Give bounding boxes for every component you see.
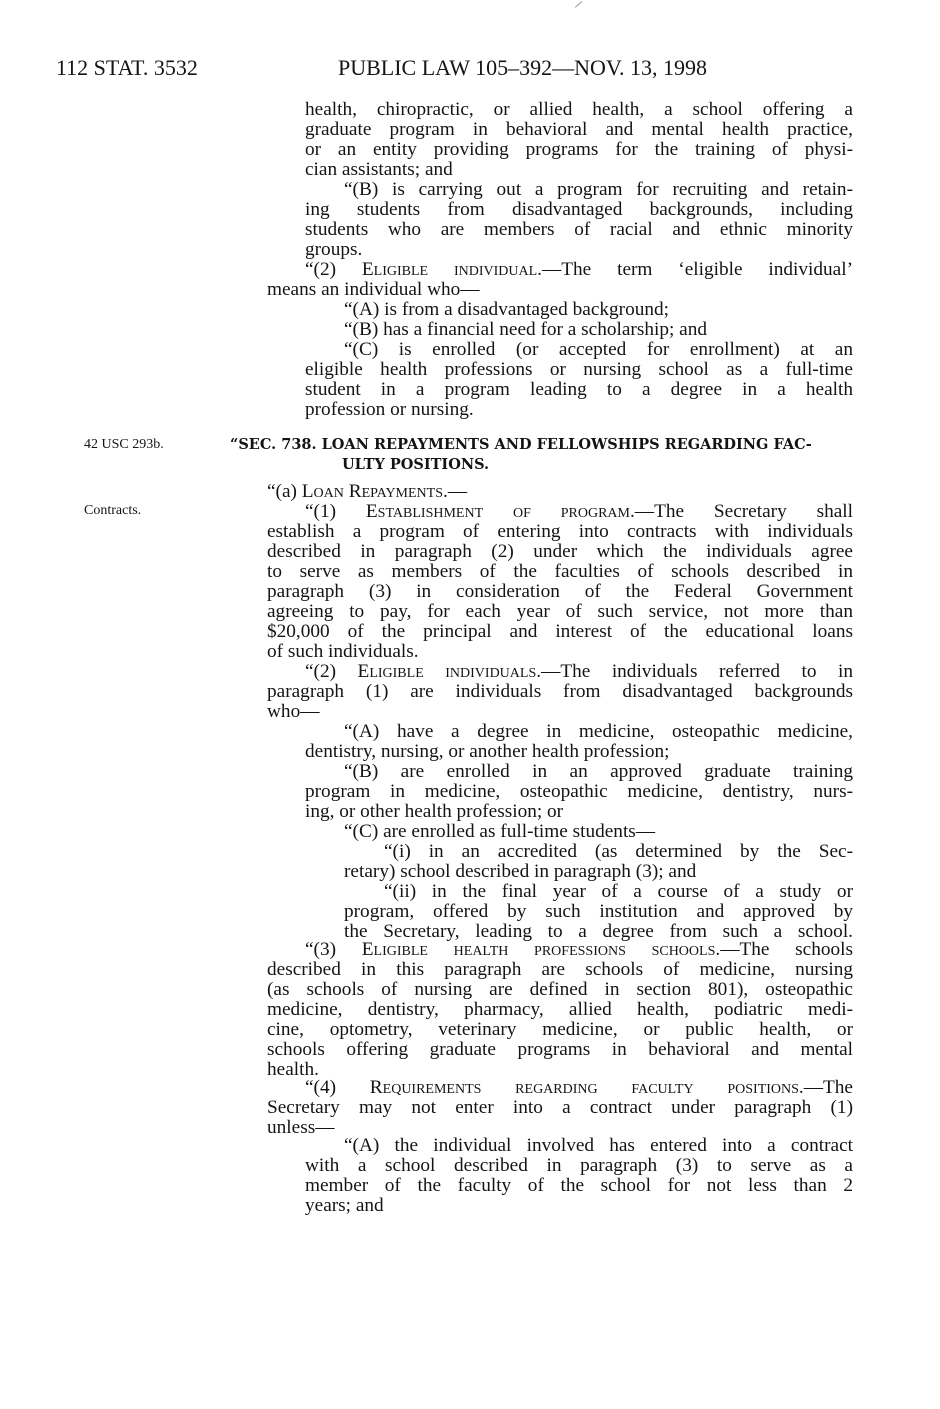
subsection-heading: “(a) Loan Repayments.— [267, 481, 468, 502]
paragraph-caption: Eligible individual. [361, 259, 542, 280]
paragraph-heading-line: “(2) Eligible individuals.—The individuals referred to in [305, 661, 853, 682]
margin-note-contracts: Contracts. [84, 503, 142, 518]
text-line: student in a program leading to a degree in a health [305, 379, 853, 400]
paragraph-heading-line: “(1) Establishment of program.—The Secretary shall [305, 501, 853, 522]
list-item: “(B) are enrolled in an approved graduate training [344, 761, 853, 782]
paragraph-heading-line: “(4) Requirements regarding faculty positions.—The [305, 1077, 853, 1098]
text-line: program, offered by such institution and approved by [344, 901, 853, 922]
text-line: of such individuals. [267, 641, 419, 662]
section-heading: “SEC. 738. LOAN REPAYMENTS AND FELLOWSHIPS REGARDING FAC- [230, 436, 812, 453]
list-item: “(ii) in the final year of a course of a study or [384, 881, 853, 902]
running-head: PUBLIC LAW 105–392—NOV. 13, 1998 [338, 55, 707, 80]
text-line: to serve as members of the faculties of schools described in [267, 561, 853, 582]
text-line: unless— [267, 1117, 335, 1138]
list-item: “(A) have a degree in medicine, osteopathic medicine, [344, 721, 853, 742]
text-line: health. [267, 1059, 319, 1080]
text-line: means an individual who— [267, 279, 480, 300]
paragraph-caption: Establishment of program. [365, 501, 635, 522]
paragraph-heading-line: “(3) Eligible health professions schools.—The schools [305, 939, 854, 960]
text-line: graduate program in behavioral and mental health practice, [305, 119, 853, 140]
text-line: health, chiropractic, or allied health, a school offering a [305, 99, 853, 120]
text-line: described in this paragraph are schools of medicine, nursing [267, 959, 853, 980]
text-line: dentistry, nursing, or another health profession; [305, 741, 670, 762]
text-line: retary) school described in paragraph (3); and [344, 861, 697, 882]
text-line: Secretary may not enter into a contract under paragraph (1) [267, 1097, 853, 1118]
paragraph-caption: Eligible individuals. [357, 661, 542, 682]
text-line: groups. [305, 239, 363, 260]
paragraph-caption: Eligible health professions schools. [361, 939, 721, 960]
text-line: profession or nursing. [305, 399, 474, 420]
list-item: “(A) is from a disadvantaged background; [344, 299, 669, 320]
paragraph-heading-line: “(2) Eligible individual.—The term ‘eligible individual’ [305, 259, 853, 280]
margin-note-usc: 42 USC 293b. [84, 437, 164, 452]
list-item: “(B) has a financial need for a scholarship; and [344, 319, 707, 340]
text-line: cine, optometry, veterinary medicine, or public health, or [267, 1019, 853, 1040]
text-line: ing, or other health profession; or [305, 801, 564, 822]
section-heading-cont: ULTY POSITIONS. [342, 456, 490, 473]
text-line: the Secretary, leading to a degree from such a school. [344, 921, 853, 942]
text-line: paragraph (1) are individuals from disadvantaged backgrounds [267, 681, 853, 702]
text-line: member of the faculty of the school for not less than 2 [305, 1175, 853, 1196]
list-item: “(C) are enrolled as full-time students— [344, 821, 656, 842]
list-item: “(C) is enrolled (or accepted for enrollment) at an [344, 339, 853, 360]
text-line: agreeing to pay, for each year of such service, not more than [267, 601, 853, 622]
list-item: “(i) in an accredited (as determined by the Sec- [384, 841, 853, 862]
text-line: ing students from disadvantaged backgrounds, including [305, 199, 853, 220]
page-reference: 112 STAT. 3532 [56, 55, 198, 80]
text-line: $20,000 of the principal and interest of the educational loans [267, 621, 853, 642]
text-line: cian assistants; and [305, 159, 453, 180]
scan-mark [575, 1, 583, 8]
text-line: students who are members of racial and ethnic minority [305, 219, 853, 240]
text-line: described in paragraph (2) under which the individuals agree [267, 541, 853, 562]
text-line: or an entity providing programs for the training of physi- [305, 139, 853, 160]
text-line: who— [267, 701, 320, 722]
list-item: “(A) the individual involved has entered into a contract [344, 1135, 853, 1156]
text-line: (as schools of nursing are defined in section 801), osteopathic [267, 979, 853, 1000]
text-line: with a school described in paragraph (3) to serve as a [305, 1155, 853, 1176]
text-line: medicine, dentistry, pharmacy, allied health, podiatric medi- [267, 999, 853, 1020]
text-line: “(B) is carrying out a program for recruiting and retain- [344, 179, 853, 200]
text-line: years; and [305, 1195, 384, 1216]
text-line: program in medicine, osteopathic medicine, dentistry, nurs- [305, 781, 853, 802]
text-line: paragraph (3) in consideration of the Federal Government [267, 581, 853, 602]
text-line: eligible health professions or nursing school as a full-time [305, 359, 853, 380]
text-line: schools offering graduate programs in behavioral and mental [267, 1039, 853, 1060]
text-line: establish a program of entering into contracts with individuals [267, 521, 853, 542]
paragraph-caption: Requirements regarding faculty positions. [369, 1077, 804, 1098]
